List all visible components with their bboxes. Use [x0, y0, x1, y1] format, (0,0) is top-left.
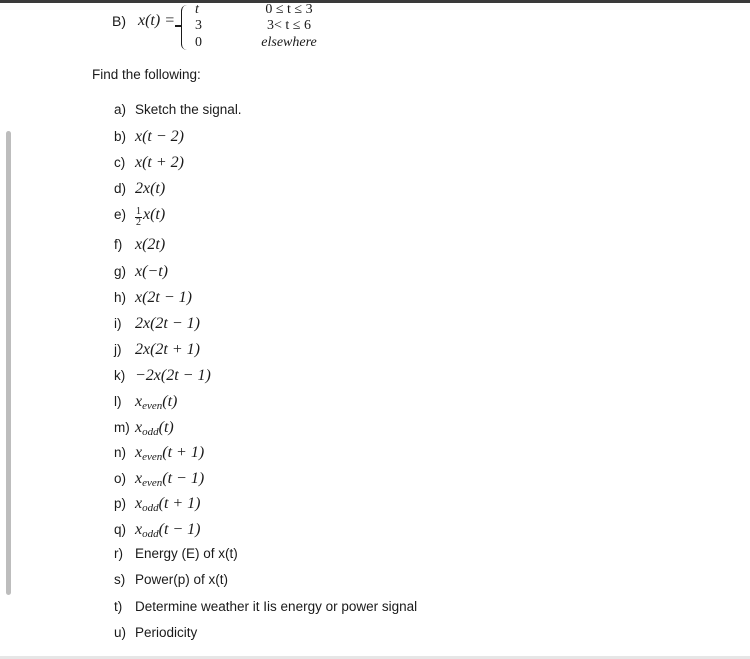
list-item: [114, 263, 168, 281]
item-label: g): [114, 264, 127, 279]
item-label: k): [114, 368, 126, 383]
signal-base: x: [135, 419, 143, 436]
item-text: Sketch the signal.: [135, 102, 242, 117]
item-expression: [135, 206, 166, 228]
item-label: s): [114, 572, 126, 587]
item-expression: [135, 419, 174, 436]
item-expression: [135, 444, 204, 461]
item-text: Power(p) of x(t): [135, 572, 229, 587]
instructions: Find the following:: [92, 67, 201, 82]
expression-text: x(t − 2): [135, 128, 184, 145]
item-expression: [135, 470, 204, 487]
item-text: Periodicity: [135, 625, 198, 640]
list-item: [114, 180, 165, 198]
list-item: [114, 444, 204, 463]
item-expression: [135, 154, 184, 171]
item-label: m): [114, 420, 130, 435]
item-text: Determine weather it Iis energy or power signal: [135, 599, 418, 614]
list-item: [114, 128, 184, 146]
expression-text: (t): [158, 419, 174, 436]
scrollbar[interactable]: [6, 131, 11, 595]
list-item: [114, 393, 177, 412]
item-label: h): [114, 290, 127, 305]
signal-base: x: [135, 521, 143, 538]
top-border: [0, 0, 750, 3]
item-label: p): [114, 496, 127, 511]
item-expression: [135, 180, 165, 197]
item-expression: [135, 315, 200, 332]
list-item: [114, 367, 211, 385]
expression-text: −2x(2t − 1): [135, 367, 211, 384]
list-item: [114, 546, 238, 561]
signal-base: x: [135, 444, 143, 461]
expression-text: x(t + 2): [135, 154, 184, 171]
item-label: l): [114, 394, 122, 409]
expression-text: (t − 1): [162, 470, 205, 487]
signal-subscript: odd: [142, 528, 159, 540]
signal-base: x: [135, 470, 143, 487]
signal-base: x: [135, 393, 143, 410]
list-item: [114, 419, 174, 438]
item-label: t): [114, 599, 123, 614]
list-item: [114, 154, 184, 172]
item-label: d): [114, 181, 127, 196]
expression-text: 2x(t): [135, 180, 166, 197]
signal-subscript: even: [142, 451, 163, 463]
case-condition-3: elsewhere: [261, 35, 317, 50]
item-label: o): [114, 471, 127, 486]
list-item: [114, 315, 200, 333]
signal-subscript: even: [142, 477, 163, 489]
list-item: [114, 625, 197, 640]
case-value-1: t: [195, 2, 199, 17]
expression-text: (t + 1): [158, 495, 201, 512]
case-condition-1: 0 ≤ t ≤ 3: [265, 2, 313, 17]
item-expression: [135, 521, 201, 538]
list-item: [114, 599, 417, 614]
left-brace: [181, 5, 188, 50]
problem-label: B): [112, 13, 126, 29]
expression-text: (t): [162, 393, 178, 410]
function-name: x(t) =: [138, 12, 175, 29]
signal-subscript: odd: [142, 502, 159, 514]
expression-text: (t + 1): [162, 444, 205, 461]
case-value-2: 3: [195, 18, 202, 33]
item-expression: [135, 236, 165, 253]
expression-text: 2x(2t − 1): [135, 315, 200, 332]
list-item: [114, 572, 228, 587]
item-expression: [135, 289, 192, 306]
signal-subscript: even: [142, 400, 163, 412]
list-item: [114, 470, 204, 489]
item-label: b): [114, 129, 127, 144]
item-label: q): [114, 522, 127, 537]
fraction-denominator: 2: [136, 217, 141, 228]
item-text: Energy (E) of x(t): [135, 546, 238, 561]
expression-text: x(2t − 1): [135, 289, 192, 306]
item-label: u): [114, 625, 127, 640]
item-expression: [135, 128, 184, 145]
list-item: [114, 521, 201, 540]
list-item: [114, 495, 201, 514]
item-label: n): [114, 445, 127, 460]
expression-text: x(2t): [135, 236, 166, 253]
item-expression: [135, 263, 168, 280]
item-expression: [135, 495, 201, 512]
list-item: [114, 289, 192, 307]
item-label: j): [114, 342, 122, 357]
list-item: [114, 102, 242, 117]
fraction-numerator: 1: [136, 206, 141, 217]
case-condition-2: 3< t ≤ 6: [267, 18, 311, 33]
expression-text: x(t): [143, 206, 166, 223]
case-value-3: 0: [195, 35, 202, 50]
item-label: a): [114, 102, 127, 117]
list-item: [114, 341, 200, 359]
list-item: [114, 236, 165, 254]
left-brace-tip: [175, 25, 182, 27]
expression-text: x(−t): [135, 263, 168, 280]
signal-base: x: [135, 495, 143, 512]
item-expression: [135, 367, 211, 384]
item-label: f): [114, 237, 123, 252]
fraction: [135, 207, 142, 228]
expression-text: (t − 1): [158, 521, 201, 538]
item-label: e): [114, 207, 127, 222]
item-expression: [135, 341, 200, 358]
list-item: [114, 206, 165, 228]
signal-subscript: odd: [142, 426, 159, 438]
item-label: c): [114, 155, 126, 170]
expression-text: 2x(2t + 1): [135, 341, 200, 358]
item-label: i): [114, 316, 122, 331]
item-label: r): [114, 546, 123, 561]
item-expression: [135, 393, 177, 410]
